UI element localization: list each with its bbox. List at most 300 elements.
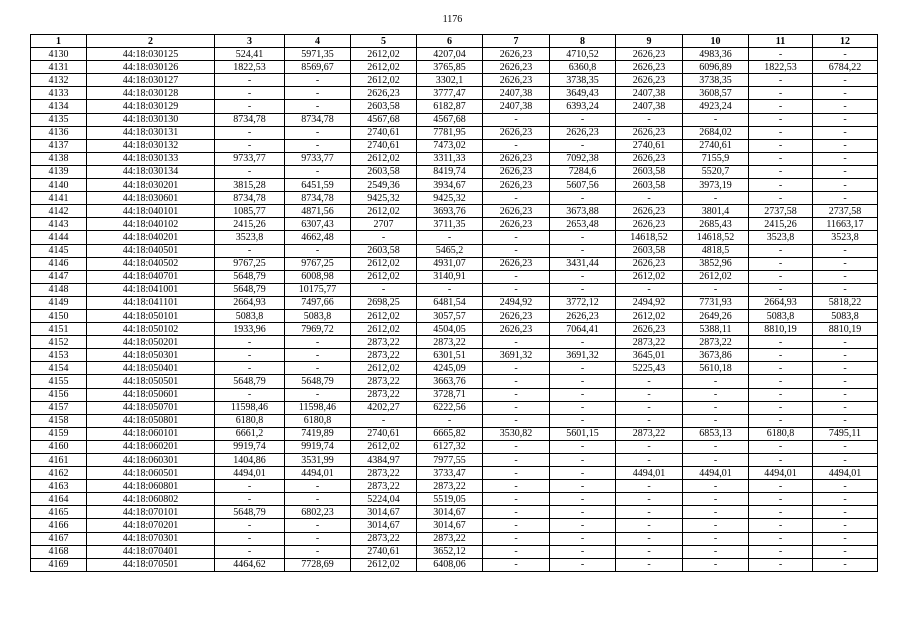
- table-cell-col-12: -: [813, 362, 878, 375]
- table-cell-col-12: 5818,22: [813, 296, 878, 309]
- table-cell-col-9: 2407,38: [616, 87, 683, 100]
- table-cell-col-2: 44:18:030130: [87, 113, 215, 126]
- table-cell-col-10: 4818,5: [683, 244, 749, 257]
- table-cell-col-12: -: [813, 388, 878, 401]
- table-cell-col-1: 4168: [31, 545, 87, 558]
- table-cell-col-9: 2626,23: [616, 218, 683, 231]
- table-cell-col-3: -: [215, 244, 285, 257]
- table-cell-col-11: -: [749, 349, 813, 362]
- table-cell-col-12: -: [813, 519, 878, 532]
- table-cell-col-5: 2740,61: [351, 545, 417, 558]
- table-cell-col-1: 4167: [31, 532, 87, 545]
- table-row: [31, 545, 878, 558]
- table-row: [31, 231, 878, 244]
- table-row: [31, 218, 878, 231]
- table-cell-col-12: -: [813, 100, 878, 113]
- table-cell-col-11: 2737,58: [749, 205, 813, 218]
- table-cell-col-7: 2626,23: [483, 257, 550, 270]
- table-cell-col-6: 3693,76: [417, 205, 483, 218]
- table-cell-col-2: 44:18:030129: [87, 100, 215, 113]
- table-cell-col-8: 7284,6: [550, 165, 616, 178]
- table-cell-col-10: -: [683, 519, 749, 532]
- table-cell-col-2: 44:18:050501: [87, 375, 215, 388]
- table-cell-col-3: -: [215, 532, 285, 545]
- table-cell-col-1: 4158: [31, 414, 87, 427]
- table-cell-col-6: 7977,55: [417, 454, 483, 467]
- table-cell-col-8: -: [550, 231, 616, 244]
- table-cell-col-7: 2626,23: [483, 48, 550, 61]
- table-cell-col-5: 2612,02: [351, 440, 417, 453]
- table-cell-col-6: 3733,47: [417, 467, 483, 480]
- table-cell-col-3: 9733,77: [215, 152, 285, 165]
- table-cell-col-6: 3311,33: [417, 152, 483, 165]
- table-cell-col-12: -: [813, 139, 878, 152]
- table-cell-col-4: 5083,8: [285, 309, 351, 322]
- table-cell-col-11: -: [749, 362, 813, 375]
- table-cell-col-9: 2494,92: [616, 296, 683, 309]
- table-cell-col-6: 3728,71: [417, 388, 483, 401]
- table-cell-col-2: 44:18:041001: [87, 283, 215, 296]
- table-cell-col-5: 9425,32: [351, 192, 417, 205]
- table-cell-col-9: 2626,23: [616, 74, 683, 87]
- table-cell-col-5: 4567,68: [351, 113, 417, 126]
- table-row: [31, 349, 878, 362]
- table-cell-col-11: 1822,53: [749, 61, 813, 74]
- column-header-11: 11: [749, 35, 813, 48]
- table-cell-col-3: 1404,86: [215, 454, 285, 467]
- table-cell-col-10: 3738,35: [683, 74, 749, 87]
- table-row: [31, 336, 878, 349]
- table-cell-col-1: 4144: [31, 231, 87, 244]
- table-cell-col-4: 6802,23: [285, 506, 351, 519]
- table-cell-col-4: 8569,67: [285, 61, 351, 74]
- table-cell-col-9: -: [616, 480, 683, 493]
- table-cell-col-8: 3673,88: [550, 205, 616, 218]
- table-row: [31, 519, 878, 532]
- table-cell-col-11: -: [749, 139, 813, 152]
- table-cell-col-6: 3777,47: [417, 87, 483, 100]
- table-cell-col-10: -: [683, 480, 749, 493]
- table-cell-col-3: 4464,62: [215, 558, 285, 571]
- table-cell-col-4: 6451,59: [285, 179, 351, 192]
- table-body: [31, 48, 878, 572]
- table-cell-col-4: 4494,01: [285, 467, 351, 480]
- table-cell-col-9: 2626,23: [616, 152, 683, 165]
- table-cell-col-4: 4662,48: [285, 231, 351, 244]
- table-cell-col-8: -: [550, 532, 616, 545]
- table-cell-col-12: -: [813, 558, 878, 571]
- table-cell-col-4: -: [285, 362, 351, 375]
- table-cell-col-12: -: [813, 87, 878, 100]
- table-cell-col-11: -: [749, 414, 813, 427]
- table-cell-col-1: 4161: [31, 454, 87, 467]
- table-cell-col-8: 4710,52: [550, 48, 616, 61]
- table-cell-col-5: 2873,22: [351, 532, 417, 545]
- table-cell-col-3: -: [215, 165, 285, 178]
- table-cell-col-8: 7092,38: [550, 152, 616, 165]
- table-cell-col-1: 4133: [31, 87, 87, 100]
- table-cell-col-9: 2407,38: [616, 100, 683, 113]
- table-cell-col-4: 10175,77: [285, 283, 351, 296]
- table-cell-col-1: 4141: [31, 192, 87, 205]
- table-cell-col-2: 44:18:040102: [87, 218, 215, 231]
- table-cell-col-10: 7731,93: [683, 296, 749, 309]
- table-row: [31, 362, 878, 375]
- table-cell-col-3: 5648,79: [215, 375, 285, 388]
- table-cell-col-8: -: [550, 270, 616, 283]
- table-cell-col-6: 8419,74: [417, 165, 483, 178]
- table-cell-col-10: -: [683, 414, 749, 427]
- table-cell-col-2: 44:18:040201: [87, 231, 215, 244]
- table-cell-col-6: 2873,22: [417, 532, 483, 545]
- table-cell-col-9: -: [616, 519, 683, 532]
- table-cell-col-11: -: [749, 192, 813, 205]
- table-cell-col-4: 9767,25: [285, 257, 351, 270]
- table-cell-col-12: 3523,8: [813, 231, 878, 244]
- table-cell-col-2: 44:18:030132: [87, 139, 215, 152]
- table-cell-col-9: 2626,23: [616, 48, 683, 61]
- table-row: [31, 375, 878, 388]
- table-cell-col-11: -: [749, 126, 813, 139]
- table-cell-col-1: 4147: [31, 270, 87, 283]
- table-cell-col-8: 3649,43: [550, 87, 616, 100]
- table-cell-col-9: -: [616, 388, 683, 401]
- table-cell-col-11: -: [749, 270, 813, 283]
- table-cell-col-1: 4138: [31, 152, 87, 165]
- table-cell-col-5: 2873,22: [351, 480, 417, 493]
- table-cell-col-7: -: [483, 545, 550, 558]
- table-cell-col-10: 5610,18: [683, 362, 749, 375]
- table-cell-col-1: 4156: [31, 388, 87, 401]
- table-row: [31, 506, 878, 519]
- table-cell-col-6: 3014,67: [417, 519, 483, 532]
- table-row: [31, 113, 878, 126]
- table-cell-col-12: -: [813, 244, 878, 257]
- table-row: [31, 270, 878, 283]
- table-cell-col-2: 44:18:030601: [87, 192, 215, 205]
- table-cell-col-1: 4159: [31, 427, 87, 440]
- table-cell-col-7: -: [483, 454, 550, 467]
- table-cell-col-7: -: [483, 139, 550, 152]
- table-cell-col-2: 44:18:050401: [87, 362, 215, 375]
- table-cell-col-1: 4165: [31, 506, 87, 519]
- table-cell-col-5: 2612,02: [351, 257, 417, 270]
- table-cell-col-12: -: [813, 349, 878, 362]
- table-cell-col-7: -: [483, 388, 550, 401]
- table-cell-col-1: 4164: [31, 493, 87, 506]
- table-cell-col-5: 4384,97: [351, 454, 417, 467]
- table-cell-col-8: 6360,8: [550, 61, 616, 74]
- table-cell-col-1: 4140: [31, 179, 87, 192]
- table-cell-col-10: -: [683, 375, 749, 388]
- table-cell-col-4: -: [285, 100, 351, 113]
- table-cell-col-9: 2626,23: [616, 323, 683, 336]
- table-cell-col-5: 2612,02: [351, 48, 417, 61]
- table-cell-col-1: 4137: [31, 139, 87, 152]
- table-cell-col-9: 2873,22: [616, 336, 683, 349]
- table-cell-col-5: 2612,02: [351, 323, 417, 336]
- table-cell-col-10: 6853,13: [683, 427, 749, 440]
- table-cell-col-4: -: [285, 388, 351, 401]
- table-cell-col-2: 44:18:070301: [87, 532, 215, 545]
- table-cell-col-2: 44:18:030131: [87, 126, 215, 139]
- table-cell-col-12: -: [813, 74, 878, 87]
- table-row: [31, 48, 878, 61]
- table-cell-col-11: 8810,19: [749, 323, 813, 336]
- table-cell-col-2: 44:18:050601: [87, 388, 215, 401]
- table-cell-col-2: 44:18:070201: [87, 519, 215, 532]
- table-cell-col-2: 44:18:050301: [87, 349, 215, 362]
- table-row: [31, 100, 878, 113]
- table-cell-col-6: 4931,07: [417, 257, 483, 270]
- table-cell-col-3: -: [215, 493, 285, 506]
- table-cell-col-6: 7781,95: [417, 126, 483, 139]
- table-cell-col-10: 14618,52: [683, 231, 749, 244]
- table-cell-col-3: 524,41: [215, 48, 285, 61]
- table-cell-col-10: 5520,7: [683, 165, 749, 178]
- table-cell-col-9: -: [616, 493, 683, 506]
- table-row: [31, 309, 878, 322]
- table-cell-col-8: 6393,24: [550, 100, 616, 113]
- table-cell-col-3: 1085,77: [215, 205, 285, 218]
- table-cell-col-9: 2626,23: [616, 205, 683, 218]
- table-cell-col-7: -: [483, 336, 550, 349]
- table-cell-col-10: -: [683, 401, 749, 414]
- table-cell-col-7: -: [483, 414, 550, 427]
- table-cell-col-10: -: [683, 532, 749, 545]
- table-cell-col-11: -: [749, 100, 813, 113]
- table-cell-col-7: -: [483, 113, 550, 126]
- table-cell-col-3: 4494,01: [215, 467, 285, 480]
- table-cell-col-5: 2603,58: [351, 100, 417, 113]
- table-cell-col-10: 4494,01: [683, 467, 749, 480]
- table-cell-col-2: 44:18:060802: [87, 493, 215, 506]
- table-cell-col-7: 2626,23: [483, 179, 550, 192]
- column-header-4: 4: [285, 35, 351, 48]
- table-cell-col-7: -: [483, 532, 550, 545]
- table-cell-col-4: -: [285, 480, 351, 493]
- table-cell-col-1: 4148: [31, 283, 87, 296]
- table-cell-col-1: 4143: [31, 218, 87, 231]
- table-cell-col-4: 7497,66: [285, 296, 351, 309]
- table-cell-col-8: -: [550, 401, 616, 414]
- table-cell-col-12: -: [813, 165, 878, 178]
- data-table: [30, 34, 878, 572]
- table-cell-col-12: -: [813, 545, 878, 558]
- table-cell-col-1: 4151: [31, 323, 87, 336]
- table-cell-col-6: 7473,02: [417, 139, 483, 152]
- table-cell-col-10: 2612,02: [683, 270, 749, 283]
- table-cell-col-2: 44:18:040101: [87, 205, 215, 218]
- table-row: [31, 179, 878, 192]
- table-row: [31, 427, 878, 440]
- table-row: [31, 283, 878, 296]
- table-cell-col-7: -: [483, 231, 550, 244]
- table-cell-col-10: -: [683, 388, 749, 401]
- table-cell-col-4: 8734,78: [285, 192, 351, 205]
- table-cell-col-7: 2626,23: [483, 152, 550, 165]
- table-cell-col-12: 8810,19: [813, 323, 878, 336]
- table-cell-col-9: -: [616, 454, 683, 467]
- table-cell-col-12: -: [813, 257, 878, 270]
- table-cell-col-2: 44:18:030127: [87, 74, 215, 87]
- table-cell-col-1: 4155: [31, 375, 87, 388]
- table-cell-col-2: 44:18:030133: [87, 152, 215, 165]
- table-row: [31, 74, 878, 87]
- table-cell-col-6: 3934,67: [417, 179, 483, 192]
- table-cell-col-12: -: [813, 152, 878, 165]
- table-cell-col-7: 2407,38: [483, 87, 550, 100]
- table-cell-col-1: 4139: [31, 165, 87, 178]
- table-cell-col-6: 6182,87: [417, 100, 483, 113]
- table-cell-col-2: 44:18:050102: [87, 323, 215, 336]
- table-cell-col-1: 4153: [31, 349, 87, 362]
- table-cell-col-3: 3523,8: [215, 231, 285, 244]
- table-cell-col-8: -: [550, 545, 616, 558]
- table-cell-col-9: -: [616, 532, 683, 545]
- table-cell-col-2: 44:18:030128: [87, 87, 215, 100]
- table-cell-col-12: -: [813, 480, 878, 493]
- table-cell-col-7: -: [483, 362, 550, 375]
- table-cell-col-5: 2698,25: [351, 296, 417, 309]
- table-cell-col-10: 3973,19: [683, 179, 749, 192]
- table-cell-col-5: -: [351, 414, 417, 427]
- table-cell-col-10: 3801,4: [683, 205, 749, 218]
- table-cell-col-11: 5083,8: [749, 309, 813, 322]
- table-cell-col-10: 2685,43: [683, 218, 749, 231]
- table-cell-col-6: 6301,51: [417, 349, 483, 362]
- table-cell-col-11: -: [749, 401, 813, 414]
- table-cell-col-5: 2873,22: [351, 336, 417, 349]
- table-cell-col-4: 9919,74: [285, 440, 351, 453]
- table-row: [31, 323, 878, 336]
- table-cell-col-8: -: [550, 454, 616, 467]
- table-cell-col-12: 11663,17: [813, 218, 878, 231]
- table-cell-col-9: -: [616, 545, 683, 558]
- table-cell-col-11: -: [749, 440, 813, 453]
- table-cell-col-7: 2626,23: [483, 165, 550, 178]
- table-cell-col-8: -: [550, 467, 616, 480]
- table-cell-col-11: 2664,93: [749, 296, 813, 309]
- table-cell-col-3: 9767,25: [215, 257, 285, 270]
- table-cell-col-1: 4169: [31, 558, 87, 571]
- table-cell-col-11: -: [749, 87, 813, 100]
- table-cell-col-2: 44:18:050201: [87, 336, 215, 349]
- table-cell-col-5: 2612,02: [351, 152, 417, 165]
- table-row: [31, 126, 878, 139]
- table-cell-col-6: 2873,22: [417, 480, 483, 493]
- table-cell-col-5: 2612,02: [351, 74, 417, 87]
- table-cell-col-3: 3815,28: [215, 179, 285, 192]
- table-cell-col-7: 3530,82: [483, 427, 550, 440]
- table-cell-col-10: 4923,24: [683, 100, 749, 113]
- table-cell-col-9: -: [616, 506, 683, 519]
- table-cell-col-10: -: [683, 493, 749, 506]
- table-cell-col-5: -: [351, 231, 417, 244]
- table-cell-col-11: 3523,8: [749, 231, 813, 244]
- table-cell-col-11: -: [749, 336, 813, 349]
- column-header-9: 9: [616, 35, 683, 48]
- table-cell-col-10: 6096,89: [683, 61, 749, 74]
- table-cell-col-11: -: [749, 545, 813, 558]
- table-cell-col-7: 2626,23: [483, 126, 550, 139]
- table-cell-col-4: 6180,8: [285, 414, 351, 427]
- table-cell-col-3: 6180,8: [215, 414, 285, 427]
- table-cell-col-9: -: [616, 283, 683, 296]
- table-cell-col-5: 2707: [351, 218, 417, 231]
- table-cell-col-2: 44:18:060101: [87, 427, 215, 440]
- table-cell-col-9: -: [616, 558, 683, 571]
- table-row: [31, 454, 878, 467]
- table-cell-col-11: -: [749, 388, 813, 401]
- table-cell-col-1: 4145: [31, 244, 87, 257]
- table-cell-col-12: -: [813, 48, 878, 61]
- table-cell-col-6: 3302,1: [417, 74, 483, 87]
- table-cell-col-10: -: [683, 558, 749, 571]
- table-cell-col-12: -: [813, 283, 878, 296]
- table-cell-col-2: 44:18:040701: [87, 270, 215, 283]
- table-cell-col-10: -: [683, 113, 749, 126]
- table-cell-col-3: -: [215, 519, 285, 532]
- table-cell-col-9: -: [616, 375, 683, 388]
- table-cell-col-3: 5648,79: [215, 506, 285, 519]
- table-cell-col-12: 6784,22: [813, 61, 878, 74]
- table-cell-col-1: 4131: [31, 61, 87, 74]
- table-row: [31, 165, 878, 178]
- table-cell-col-8: -: [550, 362, 616, 375]
- table-cell-col-9: 2603,58: [616, 165, 683, 178]
- column-header-12: 12: [813, 35, 878, 48]
- table-cell-col-3: -: [215, 126, 285, 139]
- table-cell-col-10: 7155,9: [683, 152, 749, 165]
- table-cell-col-4: -: [285, 74, 351, 87]
- table-cell-col-2: 44:18:050101: [87, 309, 215, 322]
- table-cell-col-2: 44:18:041101: [87, 296, 215, 309]
- table-cell-col-10: -: [683, 283, 749, 296]
- table-cell-col-2: 44:18:060201: [87, 440, 215, 453]
- table-cell-col-6: 6408,06: [417, 558, 483, 571]
- table-cell-col-2: 44:18:030201: [87, 179, 215, 192]
- table-cell-col-3: 1822,53: [215, 61, 285, 74]
- table-cell-col-3: -: [215, 74, 285, 87]
- table-cell-col-2: 44:18:030125: [87, 48, 215, 61]
- table-cell-col-8: 3738,35: [550, 74, 616, 87]
- table-cell-col-4: -: [285, 244, 351, 257]
- table-row: [31, 61, 878, 74]
- table-cell-col-9: 2740,61: [616, 139, 683, 152]
- table-cell-col-8: -: [550, 558, 616, 571]
- table-cell-col-8: -: [550, 244, 616, 257]
- table-cell-col-9: -: [616, 401, 683, 414]
- table-cell-col-3: -: [215, 545, 285, 558]
- table-cell-col-1: 4130: [31, 48, 87, 61]
- table-cell-col-4: 8734,78: [285, 113, 351, 126]
- table-cell-col-5: -: [351, 283, 417, 296]
- table-cell-col-2: 44:18:060301: [87, 454, 215, 467]
- table-cell-col-1: 4162: [31, 467, 87, 480]
- table-cell-col-9: 2603,58: [616, 244, 683, 257]
- table-cell-col-11: -: [749, 283, 813, 296]
- table-cell-col-11: 6180,8: [749, 427, 813, 440]
- table-cell-col-1: 4157: [31, 401, 87, 414]
- table-cell-col-9: 14618,52: [616, 231, 683, 244]
- table-cell-col-5: 2626,23: [351, 87, 417, 100]
- table-cell-col-7: 2626,23: [483, 205, 550, 218]
- table-cell-col-3: 8734,78: [215, 113, 285, 126]
- table-cell-col-9: 3645,01: [616, 349, 683, 362]
- table-cell-col-4: 3531,99: [285, 454, 351, 467]
- table-cell-col-12: -: [813, 454, 878, 467]
